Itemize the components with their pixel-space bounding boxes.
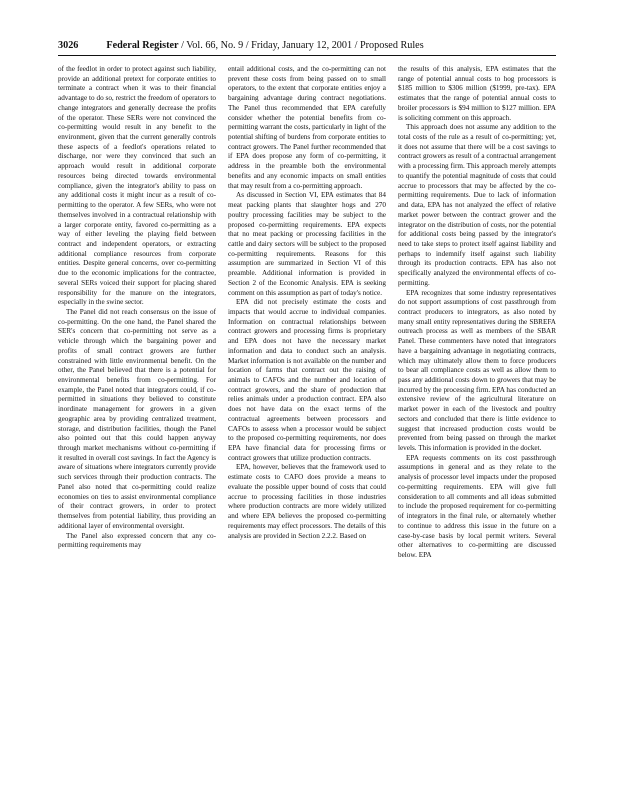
paragraph: This approach does not assume any addition to the total costs of the rule as a result of co-permitting; yet, it does not assume that there will be a cost savings to contract growers as result of a contractual arrangement with a processing firm. This approach merely attempts to quantify the potential magnitude of costs that could accrue to processors that may be affected by the co-permitting requirements. Due to lack of information and data, EPA has not analyzed the effect of relative market power between the contract grower and the integrator on the distribution of costs, nor the potential for additional costs being passed by the integrator's need to take steps to protect itself against liability and perhaps to indemnify itself against such liability through its production contracts. EPA has also not specifically analyzed the environmental effects of co-permitting.: [398, 123, 556, 287]
paragraph: EPA, however, believes that the framework used to estimate costs to CAFO does provide a means to evaluate the possible upper bound of costs that could accrue to processing facilities in those industries where production contracts are more widely utilized and where EPA believes the proposed co-permitting requirements may effect processors. The details of this analysis are provided in Section 2.2.2. Based on: [228, 463, 386, 540]
paragraph: EPA recognizes that some industry representatives do not support assumptions of cost passthrough from contract producers to integrators, as also noted by many small entity representatives during the SBREFA outreach process as well as members of the SBAR Panel. These commenters have noted that integrators have a bargaining advantage in negotiating contracts, which may ultimately allow them to force producers to bear all compliance costs as well as allow them to pass any additional costs down to growers that may be incurred by the processing firm. EPA has conducted an extensive review of the agricultural literature on market power in each of the livestock and poultry sectors and concluded that there is little evidence to suggest that increased production costs would be prevented from being passed on through the market levels. This information is provided in the docket.: [398, 288, 556, 453]
paragraph: As discussed in Section VI, EPA estimates that 84 meat packing plants that slaughter hogs and 270 poultry processing facilities may be subject to the proposed co-permitting requirements. EPA expects that no meat packing or processing facilities in the cattle and dairy sectors will be subject to the proposed co-permitting requirements. Reasons for this assumption are summarized in Section VI of this preamble. Additional information is provided in Section 2 of the Economic Analysis. EPA is seeking comment on this assumption as part of today's notice.: [228, 191, 386, 297]
paragraph: the results of this analysis, EPA estimates that the range of potential annual costs to hog processors is $185 million to $306 million ($1999, pre-tax). EPA estimates that the range of potential annual costs to broiler processors is $94 million to $127 million. EPA is soliciting comment on this approach.: [398, 65, 556, 122]
paragraph: EPA requests comments on its cost passthrough assumptions in general and as they relate to the analysis of processor level impacts under the proposed co-permitting requirements. EPA will give full consideration to all comments and all ideas submitted to include the proposed requirement for co-permitting of integrators in the final rule, or alternately whether to continue to address this issue in the future on a case-by-case basis by local permit writers. Several other alternatives to co-permitting are discussed below. EPA: [398, 453, 556, 559]
paragraph: The Panel also expressed concern that any co-permitting requirements may: [58, 531, 216, 550]
text-column-1: [58, 65, 216, 785]
text-column-2: [228, 65, 386, 785]
paragraph: EPA did not precisely estimate the costs and impacts that would accrue to individual companies. Information on contractual relationships between contract growers and processing firms is proprietary and EPA does not have the necessary market information and data to conduct such an analysis. Market information is not available on the number and location of farms that contract out the raising of animals to CAFOs and the number and location of contract growers, and the share of production that relies animals under a production contract. EPA also does not have data on the exact terms of the contractual agreements between processors and CAFOs to assess when a processor would be subject to the proposed co-permitting requirements, nor does EPA have financial data for processing firms or contract growers that utilize production contracts.: [228, 298, 386, 462]
issue-info: / Vol. 66, No. 9 / Friday, January 12, 2001 / Proposed Rules: [178, 40, 424, 51]
page-header: [58, 39, 556, 53]
paragraph: of the feedlot in order to protect against such liability, provide an additional pretext for corporate entities to terminate a contract when it was to their financial advantage to do so, restrict the freedom of operators to change integrators and generally decrease the profits of the operator. These SERs were not convinced the co-permitting would result in any benefit to the environment, given that the current generally controls these aspects of a feedlot's operations related to discharge, nor were they convinced that such an approach would result in additional corporate resources being directed towards environmental compliance, given the integrator's ability to pass on any additional costs it might incur as a result of co-permitting to the operator. A few SERs, who were not themselves involved in a contractual relationship with a larger corporate entity, favored co-permitting as a way of either leveling the playing field between contract and independent operators, or extracting additional compliance resources from corporate entities. Despite general concerns, over co-permitting due to the economic implications for the contractee, several SERs voiced their support for placing shared responsibility for the manure on the integrators, especially in the swine sector.: [58, 65, 216, 307]
text-column-3: [398, 65, 556, 785]
publication-title: Federal Register: [106, 40, 179, 51]
header-rule: [58, 55, 556, 56]
paragraph: The Panel did not reach consensus on the issue of co-permitting. On the one hand, the Panel shared the SER's concern that co-permitting not serve as a vehicle through which the bargaining power and profits of small contract growers are further constrained with little environmental benefit. On the other, the Panel believed that there is a potential for environmental benefits from co-permitting. For example, the Panel noted that integrators could, if co-permitted in situations they believed to constitute inordinate management for growers in a given geographic area by providing centralized treatment, storage, and distribution facilities, though the Panel also pointed out that this could happen anyway through market mechanisms without co-permitting if it resulted in overall cost savings. In fact the Agency is aware of situations where integrators currently provide such services through their production contracts. The Panel also noted that co-permitting could realize economies on ties to assist environmental compliance of their contract growers, in order to protect themselves from potential liability, thus providing an additional layer of environmental oversight.: [58, 307, 216, 530]
page-number: 3026: [58, 40, 79, 51]
paragraph: entail additional costs, and the co-permitting can not prevent these costs from being passed on to small operators, to the extent that corporate entities enjoy a bargaining advantage during contract negotiations. The Panel thus recommended that EPA carefully consider whether the potential benefits from co-permitting warrant the costs, particularly in light of the potential shifting of burdens from corporate entities to contract growers. The Panel further recommended that if EPA does propose any form of co-permitting, it address in the preamble both the environmental benefits and any economic impacts on small entities that may result from a co-permitting approach.: [228, 65, 386, 190]
